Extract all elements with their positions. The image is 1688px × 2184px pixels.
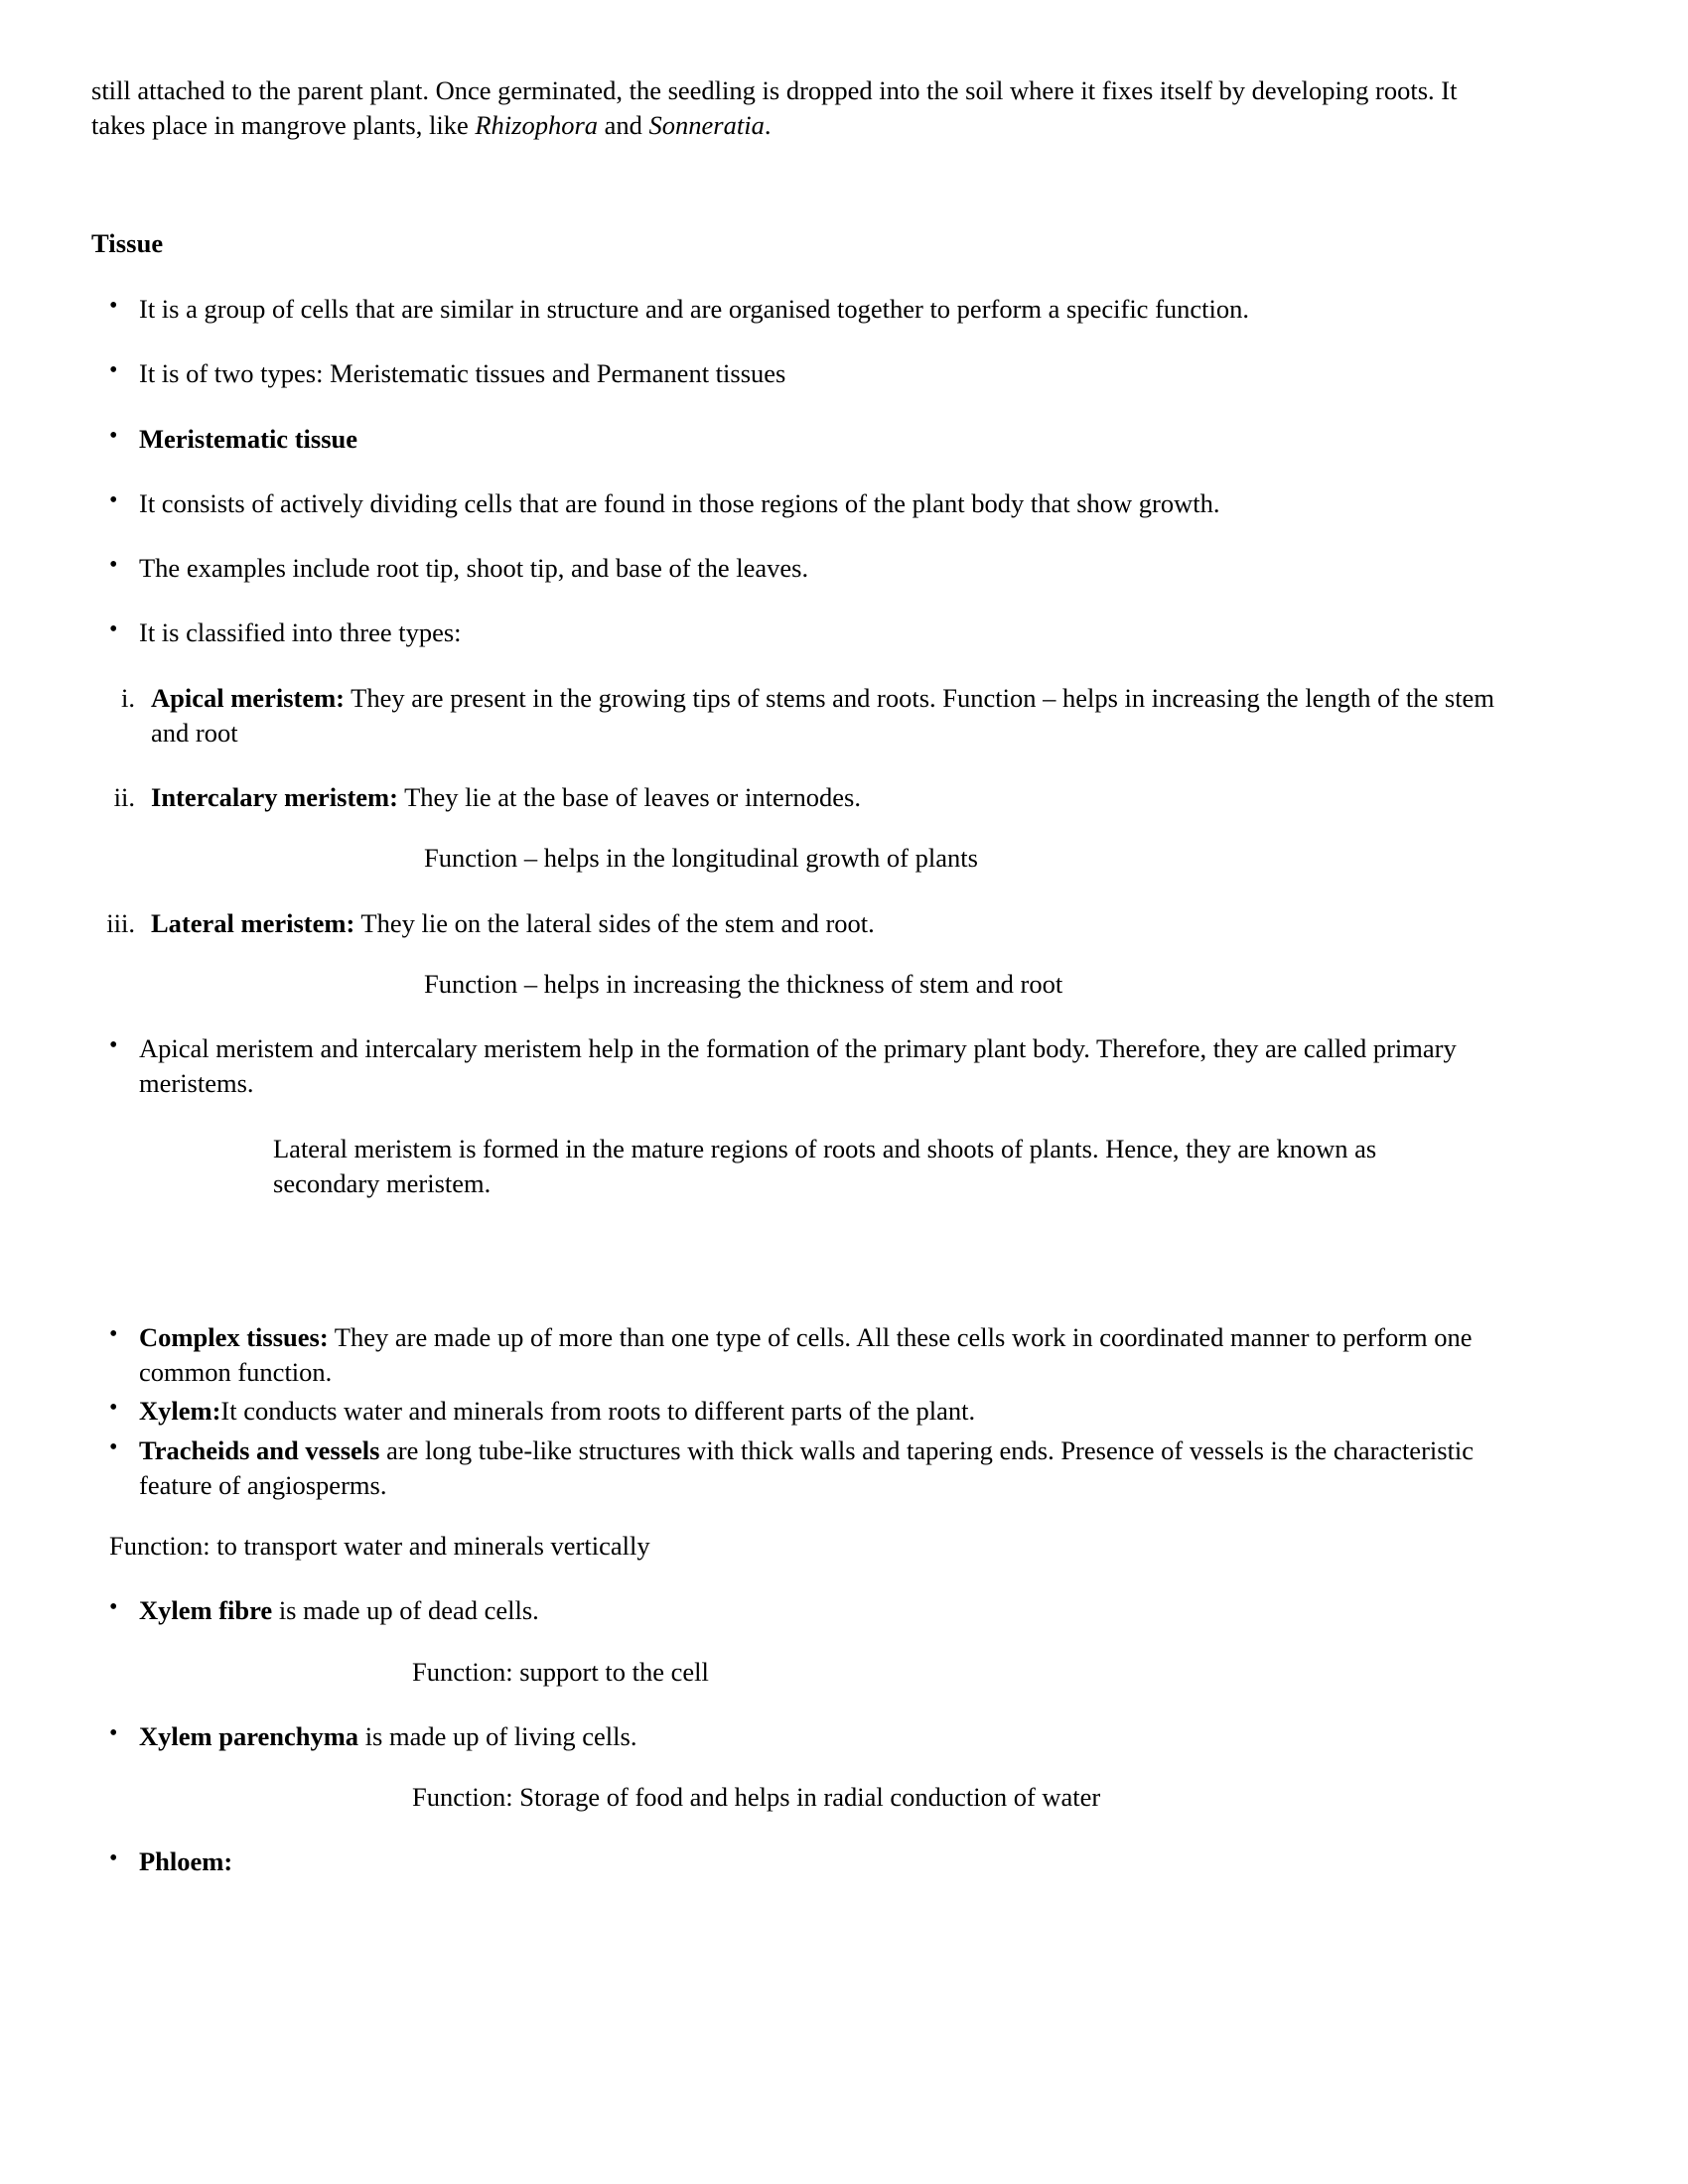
list-item-apical-meristem [91, 681, 1496, 751]
list-item-xylem-parenchyma [91, 1719, 1484, 1815]
term-lateral-meristem: Lateral meristem: [151, 907, 355, 938]
list-item [91, 486, 1484, 521]
intro-paragraph [91, 73, 1477, 143]
term-xylem: Xylem: [139, 1396, 221, 1427]
list-item [91, 292, 1484, 327]
list-item-xylem-fibre [91, 1593, 1484, 1689]
bullet-text: It is a group of cells that are similar in structure and are organised together to perform a specific function. [139, 294, 1250, 325]
bullet-text: It is classified into three types: [139, 617, 462, 648]
bullet-text: It consists of actively dividing cells that are found in those regions of the plant body that show growth. [139, 487, 1220, 518]
primary-meristem-list [91, 1031, 1564, 1201]
secondary-meristem-paragraph: Lateral meristem is formed in the mature regions of roots and shoots of plants. Hence, they are known as secondary meristem. [273, 1133, 1377, 1198]
term-description: It conducts water and minerals from roots to different parts of the plant. [220, 1396, 976, 1427]
term-xylem-parenchyma: Xylem parenchyma [139, 1720, 359, 1751]
list-numeral: ii. [113, 782, 135, 813]
function-line-xylem-parenchyma: Function: Storage of food and helps in radial conduction of water [412, 1782, 1101, 1813]
list-numeral: i. [121, 682, 135, 713]
term-description: They are made up of more than one type of cells. All these cells work in coordinated manner to perform one common function. [139, 1321, 1473, 1388]
term-description: is made up of dead cells. [272, 1595, 539, 1626]
complex-tissue-list [91, 1320, 1564, 1503]
intro-text-part-1: still attached to the parent plant. Once germinated, the seedling is dropped into the soil where it fixes itself by developing roots. It takes place in mangrove plants, like [91, 75, 1458, 141]
list-numeral: iii. [106, 907, 135, 938]
section-heading-tissue: Tissue [91, 228, 164, 259]
document-body [91, 73, 1564, 1880]
bullet-text: The examples include root tip, shoot tip, and base of the leaves. [139, 553, 809, 584]
list-item-primary-meristem [91, 1031, 1484, 1201]
bullet-text: It is of two types: Meristematic tissues and Permanent tissues [139, 358, 786, 389]
term-intercalary-meristem: Intercalary meristem: [151, 782, 398, 813]
term-description: is made up of living cells. [358, 1720, 637, 1751]
function-line-intercalary: Function – helps in the longitudinal growth of plants [424, 843, 978, 874]
section-spacer [91, 1201, 1564, 1320]
intro-text-part-2: and [598, 110, 649, 141]
term-description: They are present in the growing tips of stems and roots. Function – helps in increasing the length of the stem and root [151, 682, 1494, 748]
list-item [91, 551, 1484, 586]
term-description: are long tube-like structures with thick walls and tapering ends. Presence of vessels is the characteristic feature of angiosperms. [139, 1434, 1475, 1500]
term-description: They lie at the base of leaves or internodes. [397, 782, 861, 813]
intro-text-part-3: . [764, 110, 772, 141]
list-item-meristematic-tissue [91, 422, 1484, 457]
list-item-phloem [91, 1844, 1484, 1879]
list-item-xylem [91, 1394, 1484, 1429]
tissue-bullet-list [91, 292, 1564, 650]
bullet-text: Apical meristem and intercalary meristem help in the formation of the primary plant body. Therefore, they are called primary meristems. [139, 1033, 1457, 1099]
list-item [91, 615, 1484, 650]
term-tracheids-and-vessels: Tracheids and vessels [139, 1434, 380, 1465]
function-line-xylem-fibre: Function: support to the cell [412, 1656, 709, 1687]
bullet-text-bold: Meristematic tissue [139, 423, 358, 454]
list-item-intercalary-meristem [91, 780, 1496, 876]
term-phloem: Phloem: [139, 1846, 233, 1877]
list-item-tracheids-vessels [91, 1433, 1484, 1503]
list-item-lateral-meristem [91, 906, 1496, 1002]
list-item-complex-tissues [91, 1320, 1484, 1390]
function-line-lateral: Function – helps in increasing the thickness of stem and root [424, 968, 1063, 999]
term-complex-tissues: Complex tissues: [139, 1321, 329, 1352]
xylem-function-line: Function: to transport water and minerals vertically [109, 1531, 650, 1562]
term-apical-meristem: Apical meristem: [151, 682, 345, 713]
xylem-component-list [91, 1593, 1564, 1879]
list-item [91, 356, 1484, 391]
species-name-rhizophora: Rhizophora [475, 110, 599, 141]
species-name-sonneratia: Sonneratia [648, 110, 765, 141]
meristem-type-list [91, 681, 1564, 1002]
term-description: They lie on the lateral sides of the stem and root. [354, 907, 875, 938]
term-xylem-fibre: Xylem fibre [139, 1595, 273, 1626]
